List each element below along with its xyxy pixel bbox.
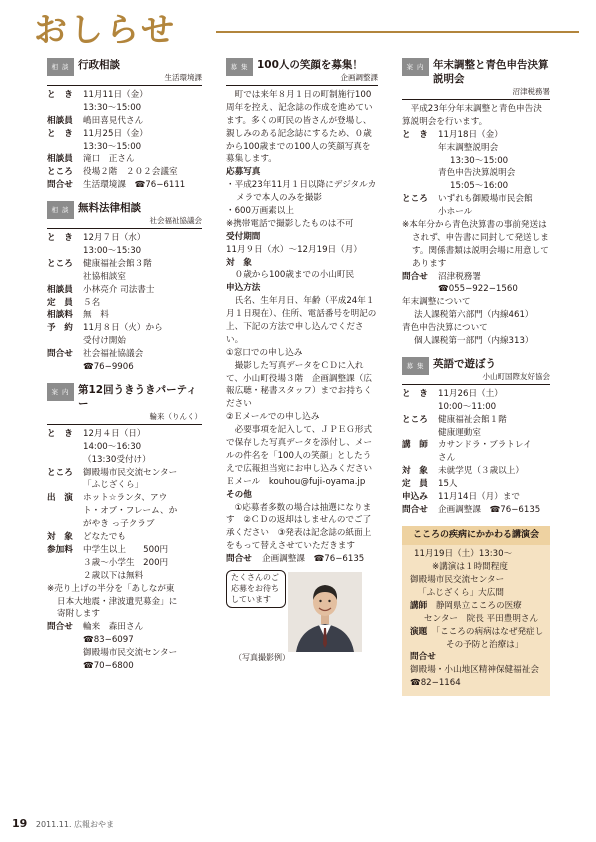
- subheading: 受付期間: [226, 231, 261, 242]
- category-tag: 案 内: [47, 383, 74, 401]
- info-row: [47, 557, 202, 570]
- info-row: [47, 297, 202, 310]
- row-label: [47, 271, 83, 284]
- email-label: Ｅメール: [226, 476, 261, 487]
- row-label: [47, 141, 83, 154]
- lecture-place-room: 「ふじざくら」大広間: [418, 588, 504, 598]
- row-value: 11月25日（金）: [83, 128, 148, 139]
- publication-name: 広報おやま: [74, 820, 115, 829]
- row-value: 11月11日（金）: [83, 90, 148, 100]
- section-title: 行政相談: [78, 59, 120, 71]
- section-title: 100人の笑顔を募集！: [257, 59, 363, 71]
- note-line: ※売り上げの半分を「あしなが東: [47, 583, 175, 594]
- info-row: [47, 335, 202, 348]
- row-label: [402, 452, 438, 465]
- row-label: [47, 335, 83, 348]
- info-row: [402, 283, 550, 296]
- section-header: [47, 201, 202, 229]
- row-value: 13:30～15:00: [450, 155, 509, 166]
- row-label: ところ: [402, 414, 428, 425]
- page-header: [34, 8, 579, 52]
- row-value: 滝口 正さん: [83, 154, 135, 165]
- info-rows: [47, 232, 202, 374]
- info-row: [226, 553, 378, 566]
- info-row: [47, 128, 202, 141]
- theme-label: 演題: [410, 626, 428, 637]
- row-value: ５名: [83, 297, 101, 308]
- issue-date: 2011.11.: [35, 820, 72, 829]
- row-value: 13:30～15:00: [83, 102, 142, 113]
- intro-paragraph: 町では来年８月１日の町制施行100周年を控え、記念誌の作成を進めています。多くの町民の皆さんが登場し、親しみのある記念誌にするため、０歳から100歳までの100人の笑顔写真を募集します。: [226, 90, 373, 165]
- row-label: 定 員: [47, 297, 73, 308]
- info-row: [47, 454, 202, 467]
- subheading: 申込方法: [226, 283, 261, 294]
- row-value: 12月４日（日）: [83, 428, 146, 439]
- row-label: 相談員: [47, 115, 73, 126]
- category-tag: 案 内: [402, 58, 429, 76]
- row-label: 問合せ: [47, 180, 73, 191]
- method-1-title: ①窓口での申し込み: [226, 347, 303, 358]
- info-row: [402, 439, 550, 452]
- row-label: [402, 167, 438, 180]
- row-value: 11月18日（金）: [438, 129, 503, 140]
- info-row: [402, 155, 550, 168]
- row-label: [402, 206, 438, 219]
- section-organizer: 輪来（りんく）: [149, 411, 202, 421]
- column-2: [226, 58, 378, 675]
- info-row: [47, 570, 202, 583]
- row-value: 生活環境課 ☎76−6111: [83, 180, 186, 191]
- row-value: ☎76−9906: [83, 362, 134, 373]
- info-row: [47, 531, 202, 544]
- section-title: 英語で遊ぼう: [433, 357, 496, 370]
- row-label: 申込み: [402, 492, 428, 503]
- info-row: [47, 179, 202, 192]
- info-row: [47, 115, 202, 128]
- other-text: ①応募者多数の場合は抽選になります ②ＣＤの返却はしませんのでご了承ください ③発表は記念誌の紙面上をもって替えさせていただきます: [226, 502, 372, 552]
- info-row: [402, 271, 550, 284]
- info-row: [402, 129, 550, 142]
- row-value: 健康福祉会館１階: [438, 414, 507, 425]
- row-value: 13:00～15:30: [83, 246, 142, 257]
- page-number: 19: [12, 817, 28, 830]
- row-label: [402, 155, 438, 168]
- row-label: [402, 427, 438, 440]
- info-row: [47, 518, 202, 531]
- info-row: [402, 167, 550, 180]
- row-value: 御殿場市民交流センター: [83, 467, 178, 478]
- info-row: [47, 284, 202, 297]
- row-value: 「ふじざくら」: [83, 480, 144, 491]
- period-text: 11月９日（水）～12月19日（月）: [226, 244, 362, 255]
- info-row: [402, 193, 550, 206]
- row-value: 御殿場市民交流センター: [83, 648, 178, 659]
- row-value: 沼津税務署: [438, 271, 481, 282]
- info-row: [402, 452, 550, 465]
- extra-line: 個人課税第一部門（内線313）: [414, 336, 534, 347]
- row-label: [47, 647, 83, 660]
- row-value: ☎83−6097: [83, 635, 134, 646]
- speech-bubble: たくさんのご応募をお待ちしています: [226, 570, 286, 608]
- row-label: 問合せ: [226, 554, 252, 565]
- row-value: 企画調整課 ☎76−6135: [438, 504, 541, 515]
- section-header: [402, 58, 550, 100]
- lecture-title: こころの疾病にかかわる講演会: [402, 526, 550, 546]
- row-label: [402, 142, 438, 155]
- info-row: [47, 361, 202, 374]
- email-address[interactable]: kouhou@fuji-oyama.jp: [268, 476, 366, 487]
- row-label: ところ: [402, 194, 428, 205]
- info-row: [47, 232, 202, 245]
- info-row: [47, 348, 202, 361]
- lecture-theme: 「こころの病病はなぜ発症し: [435, 626, 544, 637]
- row-value: 社会福祉協議会: [83, 349, 144, 360]
- category-tag: 相 談: [47, 201, 74, 219]
- row-value: （13:30受付け）: [83, 454, 151, 465]
- row-label: と き: [402, 129, 428, 140]
- info-row: [47, 621, 202, 634]
- lecture-note: ※講演は１時間程度: [432, 562, 508, 573]
- section-administrative-consultation: [47, 58, 202, 192]
- row-label: 相談員: [47, 154, 73, 165]
- category-tag: 相 談: [47, 58, 74, 76]
- info-row: [47, 141, 202, 154]
- section-organizer: 沼津税務署: [512, 87, 550, 96]
- bullet-item: ・平成23年11月１日以降にデジタルカメラで本人のみを撮影: [226, 180, 377, 204]
- section-title: 第12回うきうきパーティー: [78, 383, 197, 410]
- section-legal-consultation: [47, 201, 202, 374]
- row-value: 15:05～16:00: [450, 181, 509, 192]
- row-label: 問合せ: [402, 271, 428, 282]
- info-row: [47, 428, 202, 441]
- extra-line: 年末調整について: [402, 297, 471, 308]
- row-value: ☎055−922−1560: [438, 284, 518, 295]
- category-tag: 募 集: [402, 357, 429, 375]
- section-organizer: 企画調整課: [340, 73, 378, 82]
- row-value: ３歳～小学生 200円: [83, 557, 169, 568]
- row-label: と き: [47, 428, 73, 439]
- section-tax-briefing: [402, 58, 550, 348]
- info-row: [47, 660, 202, 673]
- row-label: [47, 441, 83, 454]
- info-row: [47, 258, 202, 271]
- extra-line: 青色申告決算について: [402, 323, 488, 334]
- row-value: 輪来 森田さん: [83, 622, 144, 633]
- row-label: [47, 660, 83, 673]
- row-label: ところ: [47, 467, 73, 478]
- info-row: [47, 492, 202, 505]
- section-header: [47, 58, 202, 86]
- section-organizer: 生活環境課: [164, 73, 202, 82]
- info-row: [47, 544, 202, 557]
- section-header: [402, 357, 550, 385]
- row-label: [47, 454, 83, 467]
- category-tag: 募 集: [226, 58, 253, 76]
- row-label: と き: [47, 90, 73, 100]
- lecture-place: 御殿場市民交流センター: [410, 575, 505, 586]
- row-value: いずれも御殿場市民会館: [438, 194, 533, 205]
- method-2-text: 必要事項を記入して、ＪＰＥＧ形式で保存した写真データを添付し、メールの件名を「100人の笑顔」としたうえで広報担当宛にお申し込みください: [226, 425, 373, 474]
- row-value: 11月26日（土）: [438, 388, 503, 399]
- row-value: カサンドラ・ブラトレイ: [438, 440, 532, 451]
- column-3: [402, 58, 550, 696]
- info-row: [47, 309, 202, 322]
- lecture-date: 11月19日（土）13:30～: [414, 549, 513, 560]
- row-label: [402, 283, 438, 296]
- info-row: [402, 478, 550, 491]
- row-value: ☎70−6800: [83, 660, 134, 671]
- row-value: 15人: [438, 479, 458, 490]
- row-label: ところ: [47, 167, 73, 178]
- info-row: [47, 271, 202, 284]
- lecture-contact: 御殿場・小山地区精神保健福祉会: [410, 665, 539, 676]
- row-value: 14:00～16:30: [83, 441, 142, 452]
- row-value: ホット☆ランタ、アウ: [83, 493, 168, 504]
- note-line: 日本大地震・津波遺児募金」に: [57, 596, 178, 607]
- info-row: [402, 401, 550, 414]
- info-rows: [47, 428, 202, 673]
- lecturer-name-cont: センター 院長 平田豊明さん: [424, 613, 539, 624]
- lecture-box: [402, 526, 550, 696]
- row-label: 問合せ: [47, 622, 73, 633]
- row-label: ところ: [47, 258, 73, 269]
- row-label: [402, 401, 438, 414]
- info-row: [47, 647, 202, 660]
- section-organizer: 小山町国際友好協会: [482, 371, 550, 381]
- row-label: 参加料: [47, 544, 73, 555]
- section-english-play: [402, 357, 550, 517]
- photo-caption: （写真撮影例）: [234, 652, 290, 662]
- row-label: [47, 361, 83, 374]
- row-value: 受付け開始: [83, 336, 126, 347]
- row-label: 定 員: [402, 479, 428, 490]
- page-footer: [12, 816, 114, 833]
- row-value: 12月７日（水）: [83, 233, 146, 244]
- row-value: 役場２階 ２０２会議室: [83, 167, 178, 178]
- info-row: [402, 388, 550, 401]
- info-row: [402, 427, 550, 440]
- method-2-title: ②Ｅメールでの申し込み: [226, 412, 320, 423]
- row-label: 相談員: [47, 284, 73, 295]
- row-label: [47, 634, 83, 647]
- bullet-item: ・600万画素以上: [226, 206, 294, 217]
- extra-line: 法人課税第六部門（内線461）: [414, 310, 534, 321]
- row-value: 企画調整課 ☎76−6135: [262, 554, 365, 565]
- photo-example: [226, 570, 378, 666]
- row-label: 対 象: [47, 532, 73, 543]
- row-label: [402, 180, 438, 193]
- info-row: [47, 102, 202, 115]
- lecturer-label: 講師: [410, 600, 428, 611]
- section-organizer: 社会福祉協議会: [149, 216, 202, 226]
- subheading: 応募写真: [226, 167, 261, 178]
- info-row: [47, 634, 202, 647]
- lecturer-name: 静岡県立こころの医療: [435, 600, 522, 611]
- row-value: 嶋田喜見代さん: [83, 115, 144, 126]
- info-row: [402, 465, 550, 478]
- row-value: 無 料: [83, 310, 109, 321]
- subheading: 対 象: [226, 257, 252, 268]
- subheading: その他: [226, 489, 252, 500]
- row-label: 出 演: [47, 493, 73, 504]
- intro-paragraph: 平成23年分年末調整と青色申告決算説明会を行います。: [402, 104, 542, 127]
- column-1: [47, 58, 202, 682]
- lecture-theme-cont: その予防と治療は」: [446, 639, 524, 650]
- lecture-lecturer-line: [410, 600, 544, 613]
- section-header: [47, 383, 202, 425]
- row-label: 予 約: [47, 323, 73, 334]
- info-row: [402, 206, 550, 219]
- row-value: 青色申告決算説明会: [438, 168, 516, 179]
- row-label: 問合せ: [47, 349, 73, 360]
- section-header: [226, 58, 378, 86]
- row-value: 社協相談室: [83, 271, 126, 282]
- row-label: [47, 505, 83, 518]
- info-rows: [47, 89, 202, 192]
- section-party: [47, 383, 202, 673]
- email-line: [226, 476, 378, 489]
- info-row: [47, 441, 202, 454]
- row-value: 健康福祉会館３階: [83, 258, 152, 269]
- row-label: 問合せ: [402, 504, 428, 515]
- method-1-text: 撮影した写真データをＣＤに入れて、小山町役場３階 企画調整課（広報広聴・秘書スタッフ）までお持ちください: [226, 360, 373, 410]
- row-value: 未就学児（３歳以上）: [438, 466, 524, 477]
- row-value: がやき っ子クラブ: [83, 519, 155, 530]
- info-row: [402, 504, 550, 517]
- row-label: と き: [47, 128, 73, 139]
- info-row: [402, 414, 550, 427]
- row-value: 健康運動室: [438, 427, 481, 438]
- row-label: 講 師: [402, 440, 428, 451]
- lecture-theme-line: [410, 626, 544, 639]
- row-value: 小ホール: [438, 207, 473, 218]
- info-row: [402, 491, 550, 504]
- note-line: 寄附します: [57, 609, 100, 620]
- section-title: 年末調整と青色申告決算説明会: [433, 59, 549, 85]
- bullet-item: ※携帯電話で撮影したものは不可: [226, 218, 354, 229]
- info-row: [47, 153, 202, 166]
- info-row: [47, 166, 202, 179]
- section-title: 無料法律相談: [78, 202, 141, 215]
- row-value: ２歳以下は無料: [83, 570, 144, 581]
- title-rule: [216, 31, 579, 33]
- info-row: [47, 479, 202, 492]
- row-label: 相談料: [47, 310, 73, 321]
- page-title: おしらせ: [34, 10, 178, 49]
- row-value: 中学生以上 500円: [83, 544, 169, 555]
- row-label: [47, 245, 83, 258]
- note-text: ※本年分から青色決算書の事前発送はされず、申告書に同封して発送します。関係書類は説明会場に用意してあります: [402, 220, 549, 269]
- row-label: と き: [47, 233, 73, 244]
- info-row: [47, 505, 202, 518]
- row-value: 11月14日（月）まで: [438, 492, 521, 503]
- row-value: さん: [438, 453, 456, 464]
- info-row: [402, 142, 550, 155]
- lecture-phone: ☎82−1164: [410, 678, 461, 689]
- row-label: [47, 570, 83, 583]
- sample-portrait-photo: [288, 572, 362, 652]
- info-row: [47, 89, 202, 102]
- row-value: どなたでも: [83, 532, 126, 543]
- row-label: [47, 557, 83, 570]
- lecture-contact-label: 問合せ: [410, 652, 436, 663]
- person-illustration: [288, 572, 362, 652]
- row-value: 小林亮介 司法書士: [83, 284, 155, 295]
- method-text: 氏名、生年月日、年齢（平成24年１月１日現在）、住所、電話番号を明記の上、下記の方法で申し込んでください。: [226, 296, 377, 345]
- row-value: 10:00～11:00: [438, 401, 497, 412]
- row-value: 13:30～15:00: [83, 141, 142, 152]
- target-text: ０歳から100歳までの小山町民: [234, 270, 355, 281]
- info-row: [47, 322, 202, 335]
- info-row: [47, 467, 202, 480]
- row-value: 年末調整説明会: [438, 142, 499, 153]
- row-label: と き: [402, 388, 428, 399]
- info-row: [402, 180, 550, 193]
- section-smile-recruitment: [226, 58, 378, 666]
- info-row: [47, 245, 202, 258]
- row-label: 対 象: [402, 466, 428, 477]
- row-label: [47, 479, 83, 492]
- row-value: 11月８日（火）から: [83, 323, 163, 334]
- row-value: ト・オブ・フレーム、か: [83, 506, 178, 517]
- row-label: [47, 518, 83, 531]
- row-label: [47, 102, 83, 115]
